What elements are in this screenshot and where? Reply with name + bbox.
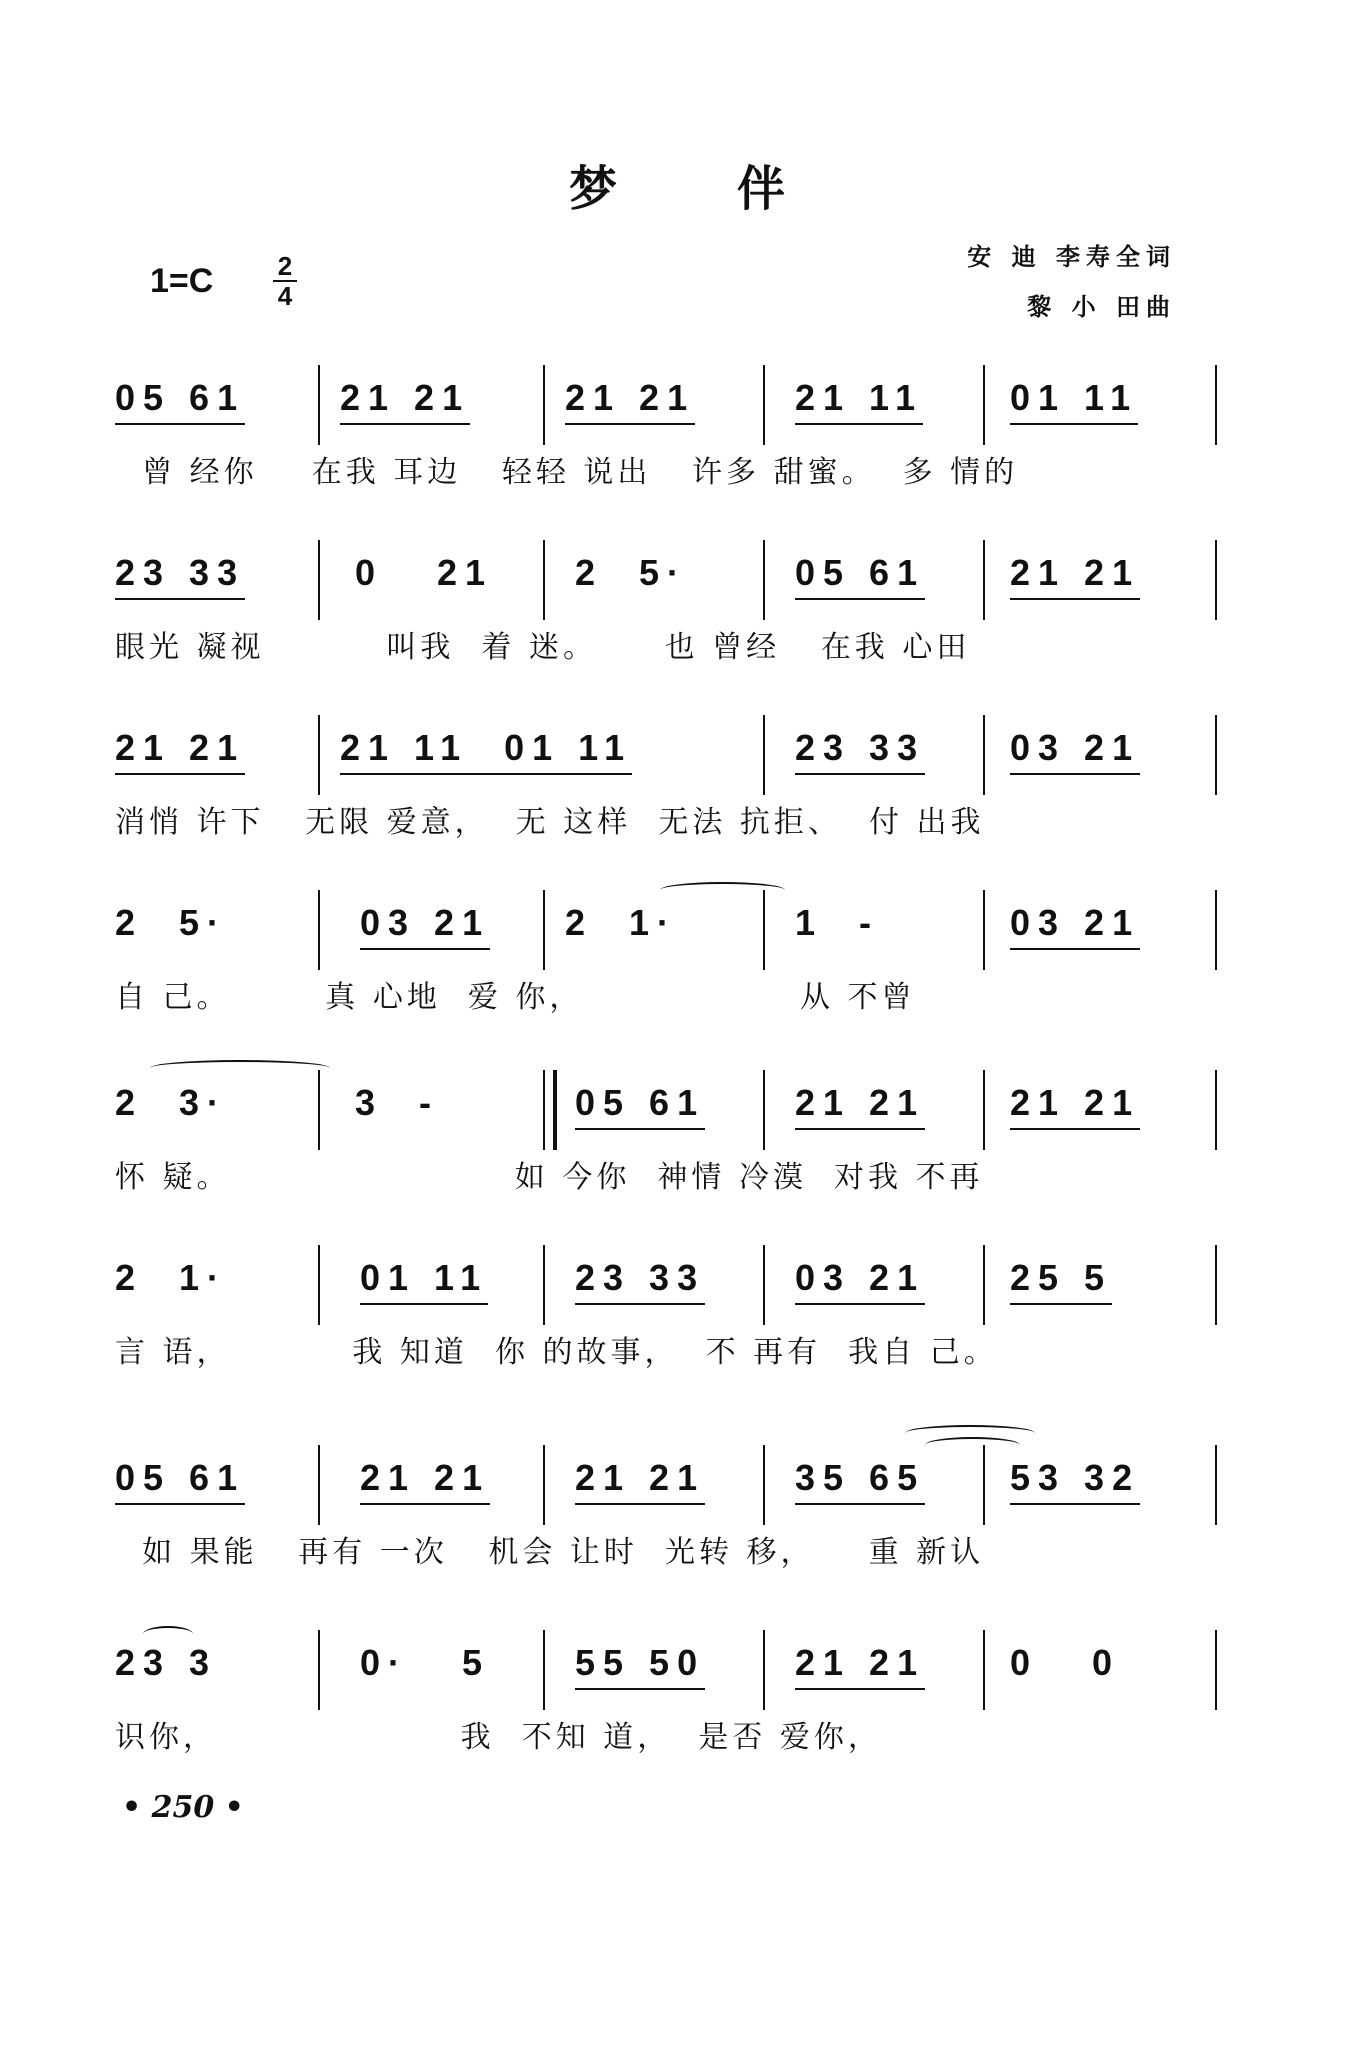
measure [795,1257,961,1337]
song-title: 梦伴 [568,161,905,217]
time-signature [270,252,300,310]
lyrics-line: 自 己。 真 心地 爱 你， 从 不曾 [115,980,916,1015]
barline [763,1445,765,1525]
measure [360,1642,526,1722]
beat-group: 21 21 [565,377,695,425]
key-signature: 1=C [150,262,214,300]
beat-group: 03 21 [795,1257,925,1305]
measure [575,552,723,632]
barline [763,1070,765,1150]
credits [967,232,1176,332]
beat-group: 53 32 [1010,1457,1140,1505]
beat-group: 3 - [355,1082,440,1123]
measure [795,1457,961,1537]
beat-group: 21 21 [115,727,245,775]
barline [543,1245,545,1325]
beat-group: 21 21 [795,1642,925,1690]
score-system-8 [115,1630,1225,1780]
measure [575,1642,741,1722]
measure [1010,1257,1148,1337]
measure [115,552,281,632]
beat-group: 21 21 [340,377,470,425]
barline [1215,1245,1217,1325]
barline [983,890,985,970]
barline [318,1245,320,1325]
lyrics-line: 消悄 许下 无限 爱意， 无 这样 无法 抗拒、 付 出我 [115,805,985,840]
beat-group: 21 21 [1010,552,1140,600]
measure [115,1257,263,1337]
barline [983,1245,985,1325]
measure [795,377,959,457]
beat-group: 03 21 [1010,902,1140,950]
measure [575,1257,741,1337]
tie [150,1060,330,1076]
score-system-6 [115,1245,1225,1395]
lyrics-line: 言 语， 我 知道 你 的故事， 不 再有 我自 己。 [115,1335,998,1370]
measure [360,1257,524,1337]
barline [318,1445,320,1525]
lyrics-line: 怀 疑。 如 今你 神情 冷漠 对我 不再 [115,1160,984,1195]
beat-group: 05 61 [575,1082,705,1130]
beat-group: 05 61 [795,552,925,600]
measure [115,727,281,807]
barline [543,540,545,620]
beat-group: 01 11 [1010,377,1138,425]
repeat-start-barline [543,1070,557,1150]
barline [763,540,765,620]
measure [115,1642,253,1722]
beat-group: 23 33 [575,1257,705,1305]
beat-group: 0 21 [355,552,494,593]
beat-group: 01 11 [360,1257,488,1305]
barline [318,715,320,795]
beat-group: 05 61 [115,377,245,425]
score-system-3 [115,715,1225,865]
barline [318,1630,320,1710]
barline [1215,540,1217,620]
measure [795,1082,961,1162]
barline [983,365,985,445]
tie [660,882,785,898]
barline [1215,715,1217,795]
barline [983,1445,985,1525]
measure [115,377,281,457]
measure [1010,727,1176,807]
lyrics-line: 眼光 凝视 叫我 着 迷。 也 曾经 在我 心田 [115,630,971,665]
lyrics-line: 识你， 我 不知 道， 是否 爱你， [115,1720,882,1755]
barline [983,715,985,795]
beat-group: 21 11 01 11 [340,727,632,775]
measure [795,552,961,632]
barline [983,540,985,620]
beat-group: 0· 5 [360,1642,491,1683]
barline [543,1630,545,1710]
measure [115,1457,281,1537]
barline [1215,1445,1217,1525]
measure [795,727,961,807]
measure [360,902,526,982]
lyrics-line: 曾 经你 在我 耳边 轻轻 说出 许多 甜蜜。 多 情的 [115,455,1019,490]
tie [143,1626,193,1642]
slur [925,1437,1020,1453]
barline [1215,365,1217,445]
score-system-1 [115,365,1225,515]
composer-credit: 黎 小 田曲 [1027,293,1176,321]
measure [115,902,263,982]
beat-group: 55 50 [575,1642,705,1690]
measure [355,1082,475,1162]
score-system-2 [115,540,1225,690]
beat-group: 2 3· [115,1082,228,1123]
beat-group: 2 1· [115,1257,228,1298]
barline [763,1245,765,1325]
beat-group: 03 21 [360,902,490,950]
beat-group: 1 - [795,902,880,943]
beat-group: 23 33 [115,552,245,600]
measure [565,377,731,457]
beat-group: 23 3 [115,1642,218,1683]
beat-group: 25 5 [1010,1257,1112,1305]
beat-group: 23 33 [795,727,925,775]
measure [575,1082,741,1162]
time-denominator: 4 [277,281,293,311]
measure [1010,1642,1156,1722]
beat-group: 21 11 [795,377,923,425]
barline [763,1630,765,1710]
barline [318,540,320,620]
barline [1215,1630,1217,1710]
beat-group: 21 21 [1010,1082,1140,1130]
beat-group: 2 1· [565,902,678,943]
beat-group: 2 5· [575,552,688,593]
measure [360,1457,526,1537]
measure [1010,1457,1176,1537]
beat-group: 21 21 [795,1082,925,1130]
measure [795,902,915,982]
score-system-5 [115,1070,1225,1220]
measure [355,552,529,632]
barline [318,365,320,445]
measure [575,1457,741,1537]
barline [763,715,765,795]
beat-group: 0 0 [1010,1642,1121,1683]
measure [340,727,668,807]
measure [565,902,713,982]
barline [318,890,320,970]
beat-group: 2 5· [115,902,228,943]
barline [1215,1070,1217,1150]
score-system-4 [115,890,1225,1040]
lyricist-credit: 安 迪 李寿全词 [967,243,1176,271]
measure [795,1642,961,1722]
lyrics-line: 如 果能 再有 一次 机会 让时 光转 移， 重 新认 [115,1535,985,1570]
barline [983,1070,985,1150]
barline [763,365,765,445]
barline [318,1070,320,1150]
measure [115,1082,263,1162]
measure [1010,377,1174,457]
barline [983,1630,985,1710]
beat-group: 05 61 [115,1457,245,1505]
score-system-7 [115,1445,1225,1595]
barline [543,890,545,970]
measure [340,377,506,457]
barline [763,890,765,970]
measure [1010,1082,1176,1162]
barline [543,1445,545,1525]
beat-group: 21 21 [360,1457,490,1505]
page-number: • 250 • [122,1790,244,1825]
barline [1215,890,1217,970]
beat-group: 21 21 [575,1457,705,1505]
beat-group: 03 21 [1010,727,1140,775]
time-numerator: 2 [277,251,293,281]
measure [1010,552,1176,632]
beat-group: 35 65 [795,1457,925,1505]
measure [1010,902,1176,982]
barline [543,365,545,445]
